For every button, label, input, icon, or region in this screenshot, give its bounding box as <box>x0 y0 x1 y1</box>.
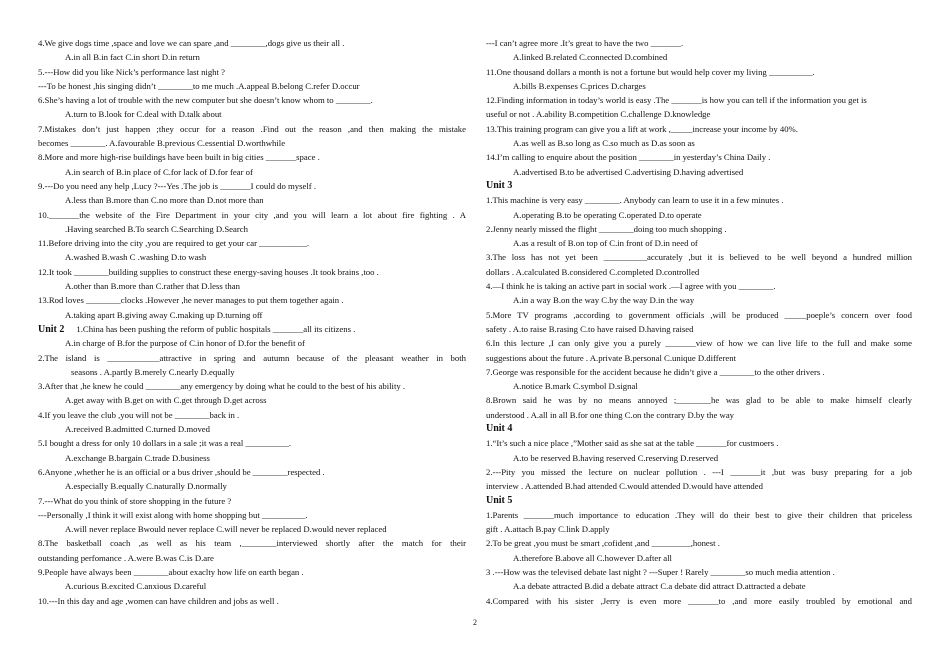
question-line: 5.I bought a dress for only 10 dollars in a sale ;it was a real __________. <box>38 438 292 449</box>
question-line: 4.We give dogs time ,space and love we can spare ,and ________,dogs give us their all . <box>38 38 345 48</box>
unit-heading: Unit 5 <box>486 494 513 506</box>
answer-options: A.therefore B.above all C.however D.after all <box>513 552 672 563</box>
question-line: 9.---Do you need any help ,Lucy ?---Yes .The job is _______I could do myself . <box>38 180 317 191</box>
question-line: 5.---How did you like Nick’s performance last night ? <box>38 66 225 77</box>
question-line: 3.After that ,he knew he could ________any emergency by doing what he could to the best of his ability . <box>38 381 406 392</box>
question-line: 5.More TV programs ,according to government officials ,will be produced _____poeple’s concern over food <box>486 309 912 320</box>
question-line: 12.It took ________building supplies to construct these energy-saving houses .It took brains ,too . <box>38 266 379 277</box>
question-line: 2.---Pity you missed the lecture on nuclear pollution . ---I _______it ,but was busy preparing for a job <box>486 466 912 477</box>
page-number: 2 <box>473 618 477 627</box>
answer-options: A.a debate attracted B.did a debate attract C.a debate did attract D.attracted a debate <box>513 581 806 592</box>
answer-options: .Having searched B.To search C.Searching D.Search <box>65 223 248 234</box>
answer-options: A.get away with B.get on with C.get through D.get across <box>65 395 267 406</box>
question-line: 2.Jenny nearly missed the flight ________doing too much shopping . <box>486 223 727 234</box>
question-line: 12.Finding information in today’s world is easy .The _______is how you can tell if the information you get is <box>486 95 867 106</box>
answer-options: A.received B.admitted C.turned D.moved <box>65 424 210 435</box>
answer-options: A.curious B.excited C.anxious D.careful <box>65 581 207 592</box>
answer-options: A.turn to B.look for C.deal with D.talk about <box>65 109 222 120</box>
answer-options: A.in all B.in fact C.in short D.in return <box>65 52 200 63</box>
answer-options: A.especially B.equally C.naturally D.normally <box>65 481 227 492</box>
question-line: ---Personally ,I think it will exist along with home shopping but __________. <box>38 509 308 520</box>
question-text: 1.China has been pushing the reform of public hospitals _______all its citizens . <box>76 323 356 334</box>
question-line: ---I can’t agree more .It’s great to have the two _______. <box>486 38 684 48</box>
answer-options: A.other than B.more than C.rather that D.less than <box>65 281 240 292</box>
question-line: 4.—I think he is taking an active part in social work .—I agree with you ________. <box>486 281 776 292</box>
answer-options: seasons . A.partly B.merely C.nearly D.equally <box>71 366 235 377</box>
question-line: 10._______the website of the Fire Department in your city ,and you will learn a lot about fire fighting . A <box>38 209 466 220</box>
question-line: ---To be honest ,his singing didn’t ________to me much .A.appeal B.belong C.refer D.occur <box>38 80 360 91</box>
question-line: 1.This machine is very easy ________. Anybody can learn to use it in a few minutes . <box>486 195 784 206</box>
question-line: 3.The loss has not yet been __________accurately ,but it is believed to be well beyond a hundred million <box>486 252 912 263</box>
question-line: safety . A.to raise B.rasing C.to have raised D.having raised <box>486 323 694 334</box>
answer-options: A.less than B.more than C.no more than D.not more than <box>65 195 264 206</box>
answer-options: A.in a way B.on the way C.by the way D.in the way <box>513 295 695 306</box>
unit-heading: Unit 4 <box>486 423 513 435</box>
answer-options: A.operating B.to be operating C.operated D.to operate <box>513 209 702 220</box>
question-line: 9.People have always been ________about exaclty how life on earth began . <box>38 566 304 577</box>
question-line: becomes ________. A.favourable B.previous C.essential D.worthwhile <box>38 138 286 149</box>
question-line: 11.One thousand dollars a month is not a fortune but would help cover my living __________. <box>486 66 815 77</box>
question-line: understood . A.all in all B.for one thing C.on the contrary D.by the way <box>486 409 735 420</box>
question-line: 6.Anyone ,whether he is an official or a bus driver ,should be ________respected . <box>38 466 325 477</box>
question-line: 1.Parents _______much importance to education .They will do their best to give their children that priceless <box>486 509 912 520</box>
question-line: 6.She’s having a lot of trouble with the new computer but she doesn’t know whom to ________. <box>38 95 373 106</box>
answer-options: A.in search of B.in place of C.for lack of D.for fear of <box>65 166 253 177</box>
question-line: 11.Before driving into the city ,you are required to get your car ___________. <box>38 238 310 249</box>
question-line: 3 .---How was the televised debate last night ? ---Super ! Rarely ________so much media attention . <box>486 566 835 577</box>
question-line: 14.I’m calling to enquire about the position ________in yesterday’s China Daily . <box>486 152 771 163</box>
unit-heading: Unit 3 <box>486 179 513 191</box>
answer-options: A.notice B.mark C.symbol D.signal <box>513 381 638 392</box>
question-line: 8.More and more high-rise buildings have been built in big cities _______space . <box>38 152 320 163</box>
question-line: 8.The basketball coach ,as well as his team ,________interviewed shortly after the match for their <box>38 538 466 549</box>
answer-options: A.in charge of B.for the purpose of C.in honor of D.for the benefit of <box>65 338 305 349</box>
question-line: useful or not . A.ability B.competition C.challenge D.knowledge <box>486 109 711 120</box>
answer-options: A.bills B.expenses C.prices D.charges <box>513 80 646 91</box>
left-column <box>38 36 466 608</box>
question-line: 2.The island is ____________attractive in spring and autumn because of the pleasant weather in both <box>38 352 466 363</box>
question-line: 4.Compared with his sister ,Jerry is even more _______to ,and more easily troubled by emotional and <box>486 595 912 606</box>
question-line: 7.---What do you think of store shopping in the future ? <box>38 495 232 506</box>
answer-options: A.washed B.wash C .washing D.to wash <box>65 252 207 263</box>
question-line: dollars . A.calculated B.considered C.completed D.controlled <box>486 266 700 277</box>
answer-options: A.will never replace Bwould never replace C.will never be replaced D.would never replaced <box>65 524 387 535</box>
answer-options: A.advertised B.to be advertised C.advertising D.having advertised <box>513 166 744 177</box>
right-column <box>486 36 912 608</box>
question-line: 4.If you leave the club ,you will not be ________back in . <box>38 409 240 420</box>
question-line <box>38 322 466 336</box>
question-line: interview . A.attended B.had attended C.would attended D.would have attended <box>486 481 763 492</box>
question-line: suggestions about the future . A.private B.personal C.unique D.different <box>486 352 737 363</box>
unit-heading: Unit 2 <box>38 323 65 335</box>
answer-options: A.as a result of B.on top of C.in front of D.in need of <box>513 238 698 249</box>
question-line: 7.George was responsible for the accident because he didn’t give a ________to the other drivers . <box>486 366 825 377</box>
question-line: outstanding perfomance . A.were B.was C.is D.are <box>38 552 214 563</box>
question-line: 2.To be great ,you must be smart ,cofident ,and _________,honest . <box>486 538 720 549</box>
answer-options: A.exchange B.bargain C.trade D.business <box>65 452 210 463</box>
question-line: 13.This training program can give you a lift at work ,_____increase your income by 40%. <box>486 123 798 134</box>
question-line: 1.“It’s such a nice place ,”Mother said as she sat at the table _______for custmoers . <box>486 438 779 449</box>
question-line: 10.---In this day and age ,women can have children and jobs as well . <box>38 595 279 606</box>
answer-options: A.to be reserved B.having reserved C.reserving D.reserved <box>513 452 719 463</box>
question-line: 7.Mistakes don’t just happen ;they occur for a reason .Find out the reason ,and then making the mistake <box>38 123 466 134</box>
question-line: 13.Rod loves ________clocks .However ,he never manages to put them together again . <box>38 295 344 306</box>
answer-options: A.as well as B.so long as C.so much as D.as soon as <box>513 138 695 149</box>
question-line: 8.Brown said he was by no means annoyed ;________he was glad to be able to make himself clearly <box>486 395 912 406</box>
answer-options: A.taking apart B.giving away C.making up D.turning off <box>65 309 263 320</box>
question-line: gift . A.attach B.pay C.link D.apply <box>486 524 610 535</box>
answer-options: A.linked B.related C.connected D.combined <box>513 52 668 63</box>
question-line: 6.In this lecture ,I can only give you a purely _______view of how we can live life to the full and make some <box>486 338 912 349</box>
